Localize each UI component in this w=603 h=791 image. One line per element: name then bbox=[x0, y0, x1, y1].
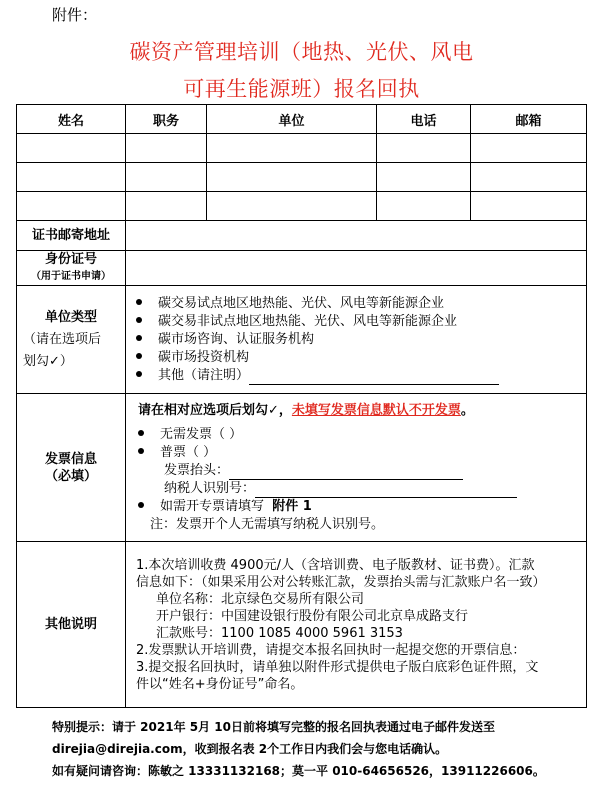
company-cell[interactable] bbox=[207, 192, 377, 221]
unit-type-option[interactable]: 碳市场咨询、认证服务机构 bbox=[136, 331, 586, 349]
position-cell[interactable] bbox=[126, 134, 207, 163]
unit-type-options-cell bbox=[126, 286, 587, 394]
unit-type-option[interactable]: 碳交易试点地区地热能、光伏、风电等新能源企业 bbox=[136, 295, 586, 313]
header-phone: 电话 bbox=[377, 105, 471, 134]
table-row bbox=[17, 192, 587, 221]
bullet-icon bbox=[136, 317, 142, 323]
invoice-title-field[interactable]: 发票抬头： bbox=[138, 462, 586, 480]
normal-invoice-option[interactable]: 普票（ ） bbox=[138, 444, 586, 462]
company-cell[interactable] bbox=[207, 134, 377, 163]
name-cell[interactable] bbox=[17, 134, 126, 163]
email-cell[interactable] bbox=[471, 163, 587, 192]
unit-type-options bbox=[126, 293, 586, 387]
invoice-instruction: 请在相对应选项后划勾✓，未填写发票信息默认不开发票。 bbox=[138, 402, 474, 418]
payee-bank: 开户银行：中国建设银行股份有限公司北京阜成路支行 bbox=[156, 608, 469, 624]
other-info-label: 其他说明 bbox=[17, 542, 126, 708]
unit-type-option[interactable]: 碳市场投资机构 bbox=[136, 349, 586, 367]
other-info-line: 信息如下：（如果采用公对公转账汇款，发票抬头需与汇款账户名一致） bbox=[136, 574, 546, 590]
other-info-line: 件以“姓名+身份证号”命名。 bbox=[136, 676, 304, 692]
id-label-cell bbox=[17, 251, 126, 286]
other-info-line: 1.本次培训收费 4900元/人（含培训费、电子版教材、证书费）。汇款 bbox=[136, 557, 535, 573]
name-cell[interactable] bbox=[17, 192, 126, 221]
company-cell[interactable] bbox=[207, 163, 377, 192]
other-info-line: 3.提交报名回执时，请单独以附件形式提供电子版白底彩色证件照，文 bbox=[136, 659, 539, 675]
special-invoice-attachment: 附件 1 bbox=[272, 498, 312, 514]
attachment-label: 附件： bbox=[52, 6, 98, 24]
unit-type-option[interactable]: 碳交易非试点地区地热能、光伏、风电等新能源企业 bbox=[136, 313, 586, 331]
phone-cell[interactable] bbox=[377, 192, 471, 221]
form-title-line1: 碳资产管理培训（地热、光伏、风电 bbox=[129, 40, 474, 64]
position-cell[interactable] bbox=[126, 163, 207, 192]
notice-contacts: 如有疑问请咨询：陈敏之 13331132168；莫一平 010-64656526，13911226606。 bbox=[52, 764, 545, 778]
email-cell[interactable] bbox=[471, 192, 587, 221]
bullet-icon bbox=[138, 430, 144, 436]
bullet-icon bbox=[136, 299, 142, 305]
bullet-icon bbox=[138, 448, 144, 454]
header-company: 单位 bbox=[207, 105, 377, 134]
table-row bbox=[17, 163, 587, 192]
unit-type-note-2: 划勾✓） bbox=[23, 353, 73, 369]
email-cell[interactable] bbox=[471, 134, 587, 163]
header-email: 邮箱 bbox=[471, 105, 587, 134]
invoice-row bbox=[17, 394, 587, 542]
form-title-line2: 可再生能源班）报名回执 bbox=[183, 77, 420, 101]
unit-type-label-cell bbox=[17, 286, 126, 394]
bullet-icon bbox=[136, 371, 142, 377]
other-info-content bbox=[126, 542, 587, 708]
other-info-row bbox=[17, 542, 587, 708]
id-row bbox=[17, 251, 587, 286]
invoice-label-cell bbox=[17, 394, 126, 542]
payee-name: 单位名称：北京绿色交易所有限公司 bbox=[156, 591, 365, 607]
phone-cell[interactable] bbox=[377, 134, 471, 163]
invoice-required: （必填） bbox=[44, 468, 97, 484]
special-invoice-option[interactable]: 如需开专票请填写 附件 1 bbox=[138, 498, 586, 516]
unit-type-row bbox=[17, 286, 587, 394]
notice-deadline: 特别提示：请于 2021年 5月 10日前将填写完整的报名回执表通过电子邮件发送至 bbox=[52, 720, 495, 734]
notice-email: direjia@direjia.com，收到报名表 2个工作日内我们会与您电话确认。 bbox=[52, 742, 448, 756]
invoice-note: 注：发票开个人无需填写纳税人识别号。 bbox=[150, 516, 385, 532]
other-specify-field[interactable] bbox=[249, 371, 499, 385]
table-row bbox=[17, 134, 587, 163]
unit-type-option[interactable]: 其他（请注明） bbox=[136, 367, 586, 385]
unit-type-note-1: （请在选项后 bbox=[23, 331, 102, 347]
payee-account: 汇款账号：1100 1085 4000 5961 3153 bbox=[156, 625, 403, 641]
no-invoice-option[interactable]: 无需发票（ ） bbox=[138, 426, 586, 444]
table-header-row bbox=[17, 105, 587, 134]
bullet-icon bbox=[136, 335, 142, 341]
id-sublabel: （用于证书申请） bbox=[31, 271, 111, 282]
address-label: 证书邮寄地址 bbox=[17, 221, 126, 251]
header-name: 姓名 bbox=[17, 105, 126, 134]
taxpayer-id-field[interactable]: 纳税人识别号： bbox=[138, 480, 586, 498]
name-cell[interactable] bbox=[17, 163, 126, 192]
bullet-icon bbox=[136, 353, 142, 359]
id-field[interactable] bbox=[126, 251, 587, 286]
registration-table bbox=[16, 104, 587, 708]
header-position: 职务 bbox=[126, 105, 207, 134]
other-info-line: 2.发票默认开培训费，请提交本报名回执时一起提交您的开票信息： bbox=[136, 642, 526, 658]
id-label: 身份证号 bbox=[44, 252, 97, 267]
unit-type-label: 单位类型 bbox=[44, 309, 97, 325]
invoice-label: 发票信息 bbox=[44, 451, 97, 467]
invoice-options-cell bbox=[126, 394, 587, 542]
phone-cell[interactable] bbox=[377, 163, 471, 192]
special-notice bbox=[52, 716, 597, 782]
bullet-icon bbox=[138, 502, 144, 508]
address-row bbox=[17, 221, 587, 251]
invoice-warning: 未填写发票信息默认不开发票 bbox=[291, 402, 461, 418]
address-field[interactable] bbox=[126, 221, 587, 251]
position-cell[interactable] bbox=[126, 192, 207, 221]
